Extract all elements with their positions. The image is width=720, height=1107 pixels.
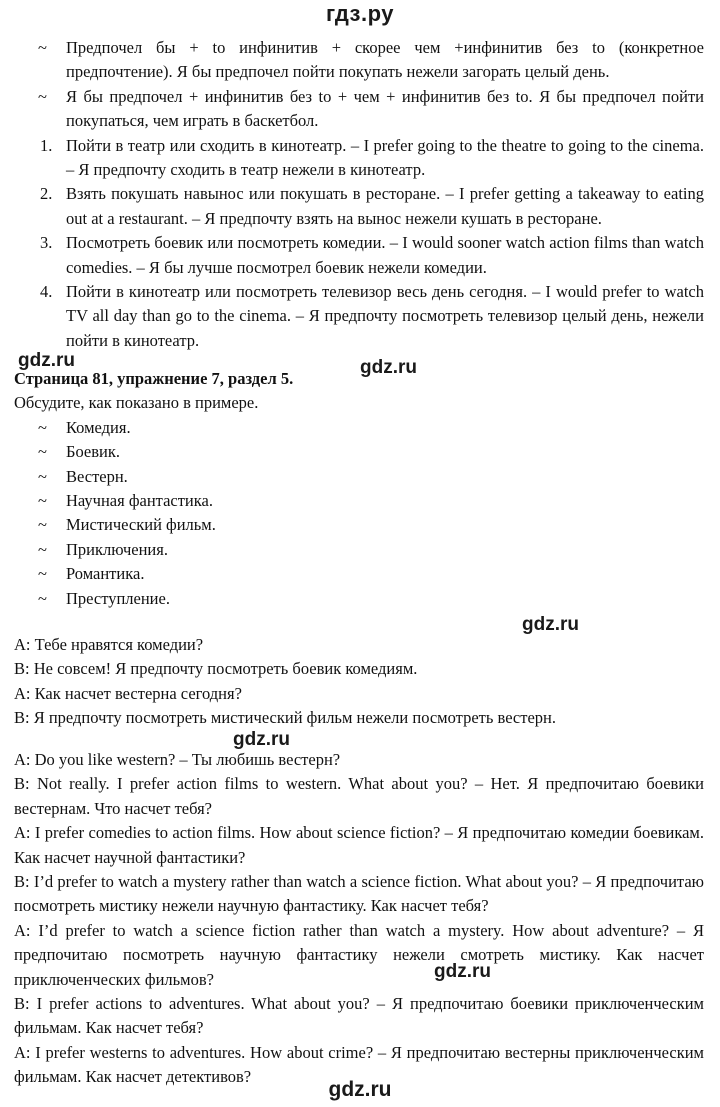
list-item-text: Взять покушать навынос или покушать в ресторане. – I prefer getting a takeaway to eating out at a restaurant. – Я предпочту взять на вынос нежели кушать в ресторане. (66, 184, 704, 228)
dialogue-line: B: I’d prefer to watch a mystery rather than watch a science fiction. What about you? – Я предпочитаю посмотреть мистику нежели научную фантастику. Как насчет тебя? (14, 872, 704, 916)
list-item-text: Я бы предпочел + инфинитив без to + чем + инфинитив без to. Я бы предпочел пойти покупаться, чем играть в баскетбол. (66, 86, 704, 131)
list-marker: ~ (38, 38, 47, 57)
dialogue-line: A: Do you like western? – Ты любишь вестерн? (14, 750, 341, 769)
list-item-text: Предпочел бы + to инфинитив + скорее чем +инфинитив без to (конкретное предпочтение). Я бы предпочел пойти покупать нежели загорать целый день. (66, 38, 704, 82)
dialogue-line: B: I prefer actions to adventures. What about you? – Я предпочитаю боевики приключенческим фильмам. Как насчет тебя? (14, 994, 704, 1038)
list-marker: ~ (38, 442, 47, 462)
genre-item (14, 416, 704, 440)
dialogue-line: B: Не совсем! Я предпочту посмотреть боевик комедиям. (14, 659, 418, 679)
genre-item (14, 538, 704, 562)
genre-text: Боевик. (66, 442, 121, 462)
list-marker: ~ (38, 588, 47, 608)
dialogue (14, 748, 704, 1090)
genre-item (14, 562, 704, 586)
dialogue-line: A: Тебе нравятся комедии? (14, 635, 204, 654)
list-item-text: Пойти в кинотеатр или посмотреть телевизор весь день сегодня. – I would prefer to watch TV all day than go to the cinema. – Я предпочту посмотреть телевизор целый день, нежели пойти в кинотеатр. (66, 282, 704, 350)
list-marker: 3. (40, 233, 53, 253)
watermark: gdz.ru (522, 614, 579, 635)
exercise-instruction: Обсудите, как показано в примере. (14, 393, 259, 413)
list-marker: ~ (38, 86, 47, 106)
exercise-heading: Страница 81, упражнение 7, раздел 5. (14, 369, 294, 388)
watermark: gdz.ru (434, 961, 491, 982)
example-dialogue (14, 633, 704, 731)
genre-item (14, 489, 704, 513)
list-item (14, 182, 704, 231)
watermark: gdz.ru (18, 350, 75, 371)
watermark-top: гдз.ру (326, 1, 394, 26)
dialogue-line: A: I’d prefer to watch a science fiction rather than watch a mystery. How about adventure? – Я предпочитаю посмотреть научную фантастику нежели смотреть мистику. Как насчет приключенческих фильмов? (14, 920, 704, 989)
list-item-text: Пойти в театр или сходить в кинотеатр. – I prefer going to the theatre to going to the cinema. – Я предпочту сходить в театр нежели в кинотеатр. (66, 135, 704, 180)
list-item (14, 85, 704, 134)
list-marker: ~ (38, 539, 47, 559)
genre-text: Романтика. (66, 564, 145, 584)
list-marker: ~ (38, 515, 47, 535)
list-item (14, 134, 704, 183)
dialogue-line: A: Как насчет вестерна сегодня? (14, 683, 242, 703)
list-item-text: Посмотреть боевик или посмотреть комедии. – I would sooner watch action films than watch comedies. – Я бы лучше посмотрел боевик нежели комедии. (66, 233, 704, 277)
dialogue-line: A: I prefer westerns to adventures. How about crime? – Я предпочитаю вестерны приключенческим фильмам. Как насчет детективов? (14, 1042, 704, 1087)
dialogue-line: B: Not really. I prefer action films to western. What about you? – Нет. Я предпочитаю боевики вестернам. Что насчет тебя? (14, 774, 704, 818)
genre-item (14, 465, 704, 489)
list-marker: ~ (38, 491, 47, 511)
genre-text: Вестерн. (66, 466, 128, 486)
watermark-bottom: gdz.ru (328, 1078, 392, 1101)
dialogue-line: A: I prefer comedies to action films. How about science fiction? – Я предпочитаю комедии боевикам. Как насчет научной фантастики? (14, 823, 704, 867)
genre-text: Комедия. (66, 417, 131, 437)
list-item (14, 280, 704, 353)
list-item (14, 231, 704, 280)
genre-text: Мистический фильм. (66, 515, 216, 535)
list-marker: ~ (38, 564, 47, 584)
genre-item (14, 440, 704, 464)
genre-text: Научная фантастика. (66, 491, 213, 511)
exercise-section (14, 367, 704, 611)
dialogue-line: B: Я предпочту посмотреть мистический фильм нежели посмотреть вестерн. (14, 708, 556, 728)
watermark: gdz.ru (360, 357, 417, 378)
intro-list (14, 36, 704, 353)
genre-text: Приключения. (66, 539, 168, 559)
genre-text: Преступление. (66, 588, 170, 608)
list-item (14, 36, 704, 85)
genre-item (14, 587, 704, 611)
list-marker: ~ (38, 466, 47, 486)
list-marker: ~ (38, 417, 47, 437)
list-marker: 4. (40, 282, 53, 302)
list-marker: 2. (40, 184, 53, 204)
watermark: gdz.ru (233, 729, 290, 750)
list-marker: 1. (40, 135, 53, 155)
genre-item (14, 513, 704, 537)
